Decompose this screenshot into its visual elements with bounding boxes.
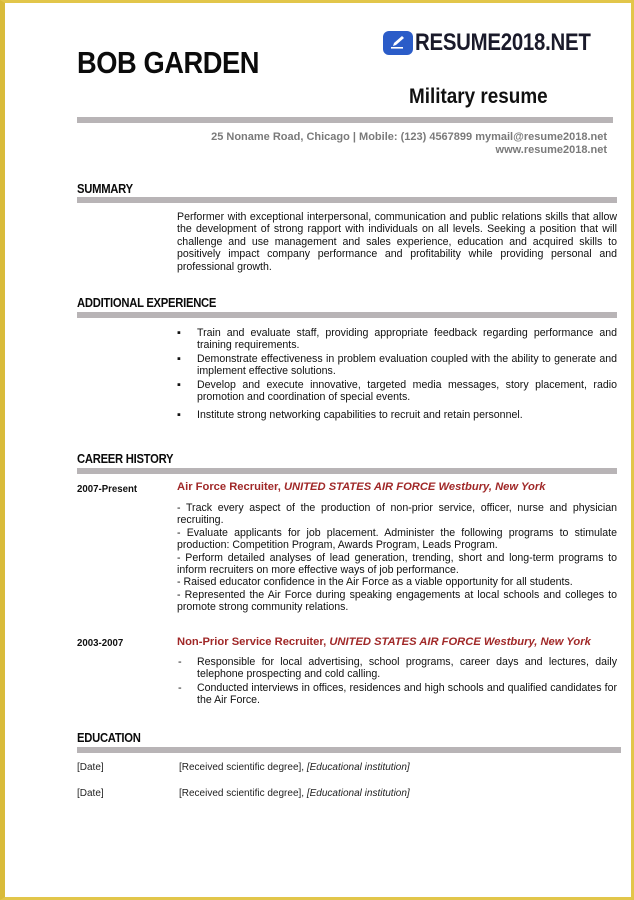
- education-entry: [179, 788, 410, 799]
- site-logo[interactable]: [383, 29, 622, 57]
- education-institution: [Educational institution]: [306, 788, 410, 799]
- job-description: [177, 502, 617, 614]
- education-entry: [179, 762, 410, 773]
- list-item: ▪ Develop and execute innovative, targeted media messages, story placement, radio promotion and coordination of special events.: [177, 379, 617, 404]
- job-role: Non-Prior Service Recruiter,: [177, 636, 330, 648]
- job-description: [177, 656, 617, 708]
- job-role: Air Force Recruiter,: [177, 481, 284, 493]
- summary-heading: SUMMARY: [77, 182, 133, 196]
- job-date: 2003-2007: [77, 637, 124, 649]
- contact-block: [211, 131, 607, 157]
- resume-subtitle: Military resume: [409, 85, 548, 108]
- header-rule: [77, 117, 613, 123]
- job-line: - Track every aspect of the production of non-prior service, officer, nurse and physician recruiting.: [177, 502, 617, 527]
- job-title: [177, 481, 545, 493]
- education-institution: [Educational institution]: [306, 762, 410, 773]
- job-line: - Perform detailed analyses of lead generation, trending, short and long-term programs to inform recruiters on more effective ways of job performance.: [177, 551, 617, 577]
- education-date: [Date]: [77, 762, 104, 773]
- list-item: ▪ Demonstrate effectiveness in problem evaluation coupled with the ability to generate and implement effective solutions.: [177, 353, 617, 378]
- career-history-heading: CAREER HISTORY: [77, 452, 174, 466]
- list-item: - Conducted interviews in offices, residences and high schools and qualified candidates for the Air Force.: [177, 682, 617, 707]
- pen-icon: [383, 31, 413, 55]
- contact-address-line: 25 Noname Road, Chicago | Mobile: (123) 4567899 mymail@resume2018.net: [211, 131, 607, 143]
- candidate-name: BOB GARDEN: [77, 45, 260, 80]
- education-degree: [Received scientific degree],: [179, 788, 307, 799]
- summary-rule: [77, 197, 617, 203]
- education-rule: [77, 747, 621, 753]
- job-date: 2007-Present: [77, 483, 138, 495]
- list-item: ▪ Institute strong networking capabilities to recruit and retain personnel.: [177, 409, 617, 421]
- list-item: ▪ Train and evaluate staff, providing appropriate feedback regarding performance and training requirements.: [177, 327, 617, 352]
- logo-text: RESUME2018.NET: [415, 29, 591, 56]
- job-title: [177, 636, 591, 648]
- job-line: - Represented the Air Force during speaking engagements at local schools and colleges to promote strong community relations.: [177, 588, 617, 614]
- additional-experience-heading: ADDITIONAL EXPERIENCE: [77, 296, 217, 310]
- additional-experience-rule: [77, 312, 617, 318]
- job-org: UNITED STATES AIR FORCE Westbury, New York: [283, 481, 546, 493]
- job-org: UNITED STATES AIR FORCE Westbury, New York: [329, 636, 591, 648]
- job-line: - Evaluate applicants for job placement. Administer the following programs to stimulate production: Competition Program, Awards Program, Leads Program.: [177, 526, 617, 552]
- job-line: - Raised educator confidence in the Air Force as a viable opportunity for all students.: [177, 576, 573, 589]
- summary-text: Performer with exceptional interpersonal, communication and public relations skills that allow the development of strong rapport with individuals on all levels. Seeking a position that will challenge and use management and sales experience, education and acquired skills to positively impact company performance and profitability while providing personal and professional growth.: [177, 211, 617, 273]
- education-degree: [Received scientific degree],: [179, 762, 307, 773]
- education-heading: EDUCATION: [77, 731, 141, 745]
- education-date: [Date]: [77, 788, 104, 799]
- list-item: - Responsible for local advertising, school programs, career days and lectures, daily telephone prospecting and cold calling.: [177, 656, 617, 681]
- contact-website-line: www.resume2018.net: [495, 144, 607, 156]
- additional-experience-list: [177, 327, 617, 423]
- career-history-rule: [77, 468, 617, 474]
